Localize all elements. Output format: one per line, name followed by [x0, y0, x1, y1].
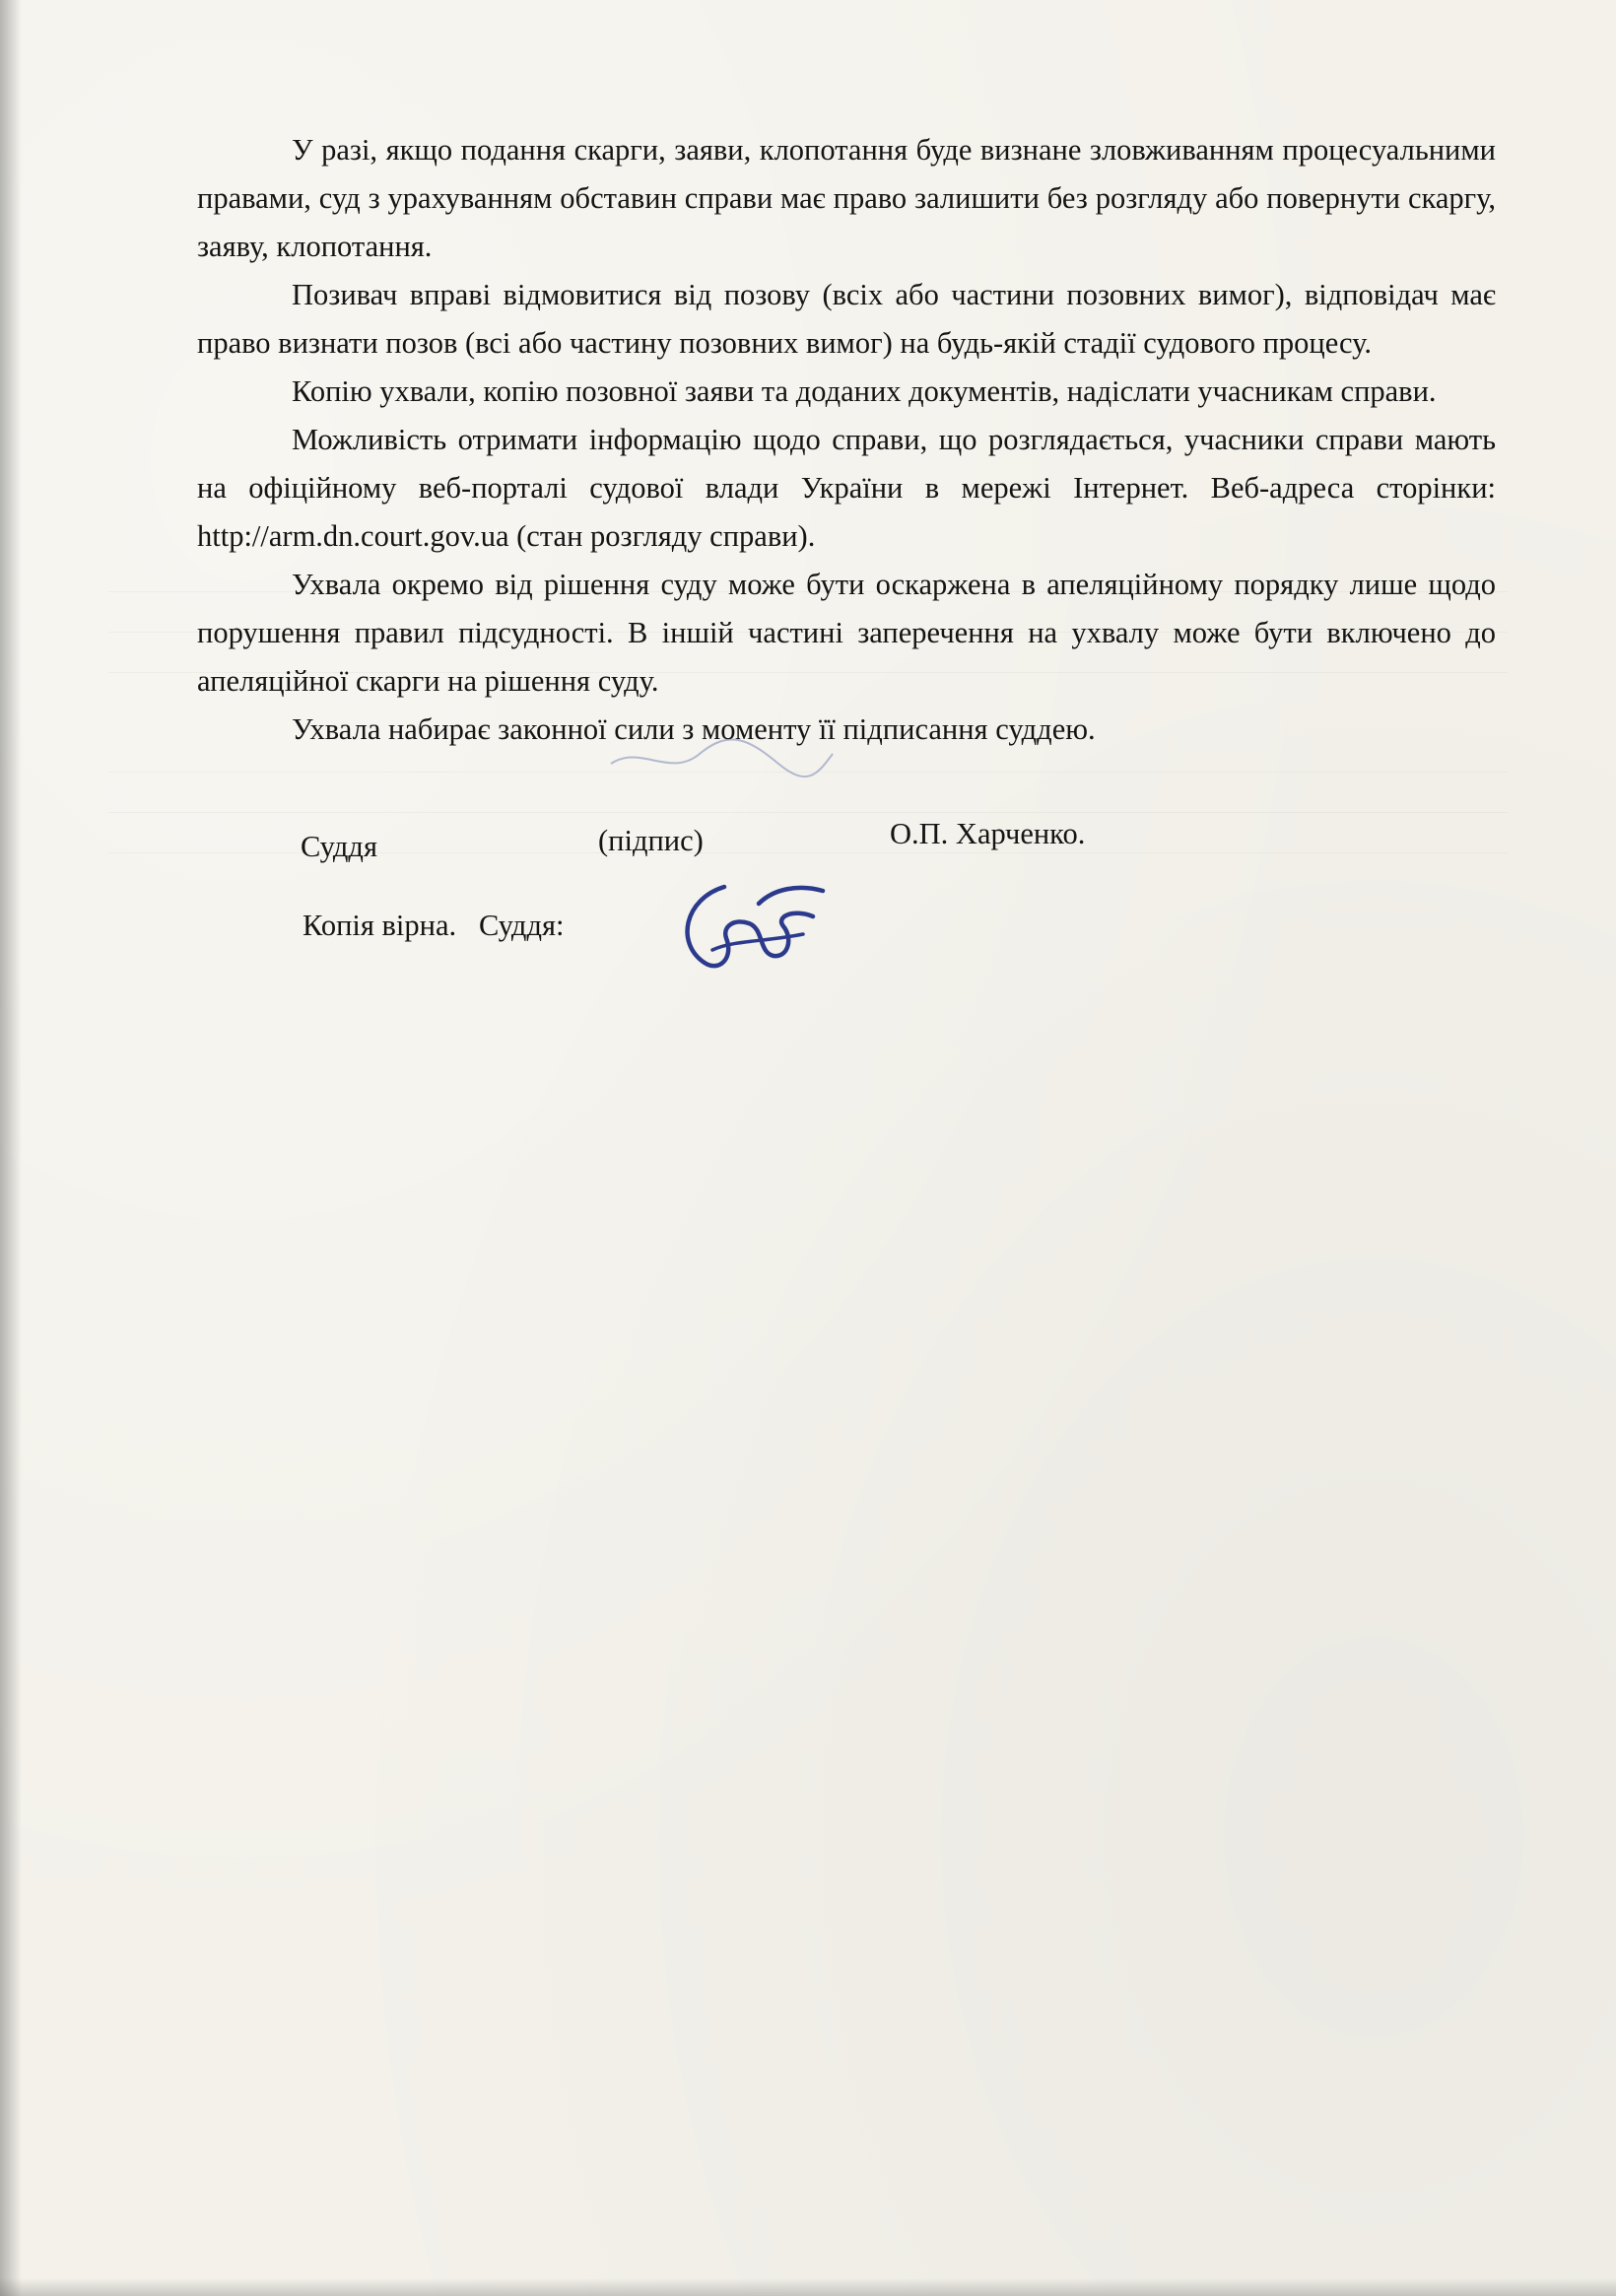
ruling-body: [197, 126, 1496, 754]
judge-label: Суддя: [301, 830, 377, 863]
signature-placeholder: (підпис): [598, 824, 704, 857]
scan-bottom-edge: [0, 2278, 1616, 2296]
paragraph-online-info: Можливість отримати інформацію щодо справи, що розглядається, учасники справи мають на офіційному веб-порталі судової влади України в мережі Інтернет. Веб-адреса сторінки: http://arm.dn.court.gov.ua (стан розгляду справи).: [197, 423, 1496, 553]
scan-edge-shadow: [0, 0, 22, 2296]
judge-name: О.П. Харченко.: [890, 817, 1086, 850]
paragraph-send-copies: Копію ухвали, копію позовної заяви та доданих документів, надіслати учасникам справи.: [292, 374, 1437, 408]
copy-certified-label: Копія вірна. Суддя:: [303, 909, 565, 942]
paragraph-abuse-of-rights: У разі, якщо подання скарги, заяви, клопотання буде визнане зловживанням процесуальними правами, суд з урахуванням обставин справи має право залишити без розгляду або повернути скаргу, заяву, клопотання.: [197, 133, 1496, 263]
handwritten-signature-icon: [665, 869, 833, 987]
paragraph-claim-withdrawal: Позивач вправі відмовитися від позову (всіх або частини позовних вимог), відповідач має право визнати позов (всі або частину позовних вимог) на будь-якій стадії судового процесу.: [197, 278, 1496, 360]
paragraph-effective: Ухвала набирає законної сили з моменту її підписання суддею.: [292, 712, 1096, 746]
paragraph-appeal: Ухвала окремо від рішення суду може бути оскаржена в апеляційному порядку лише щодо порушення правил підсудності. В іншій частині заперечення на ухвалу може бути включено до апеляційної скарги на рішення суду.: [197, 568, 1496, 698]
